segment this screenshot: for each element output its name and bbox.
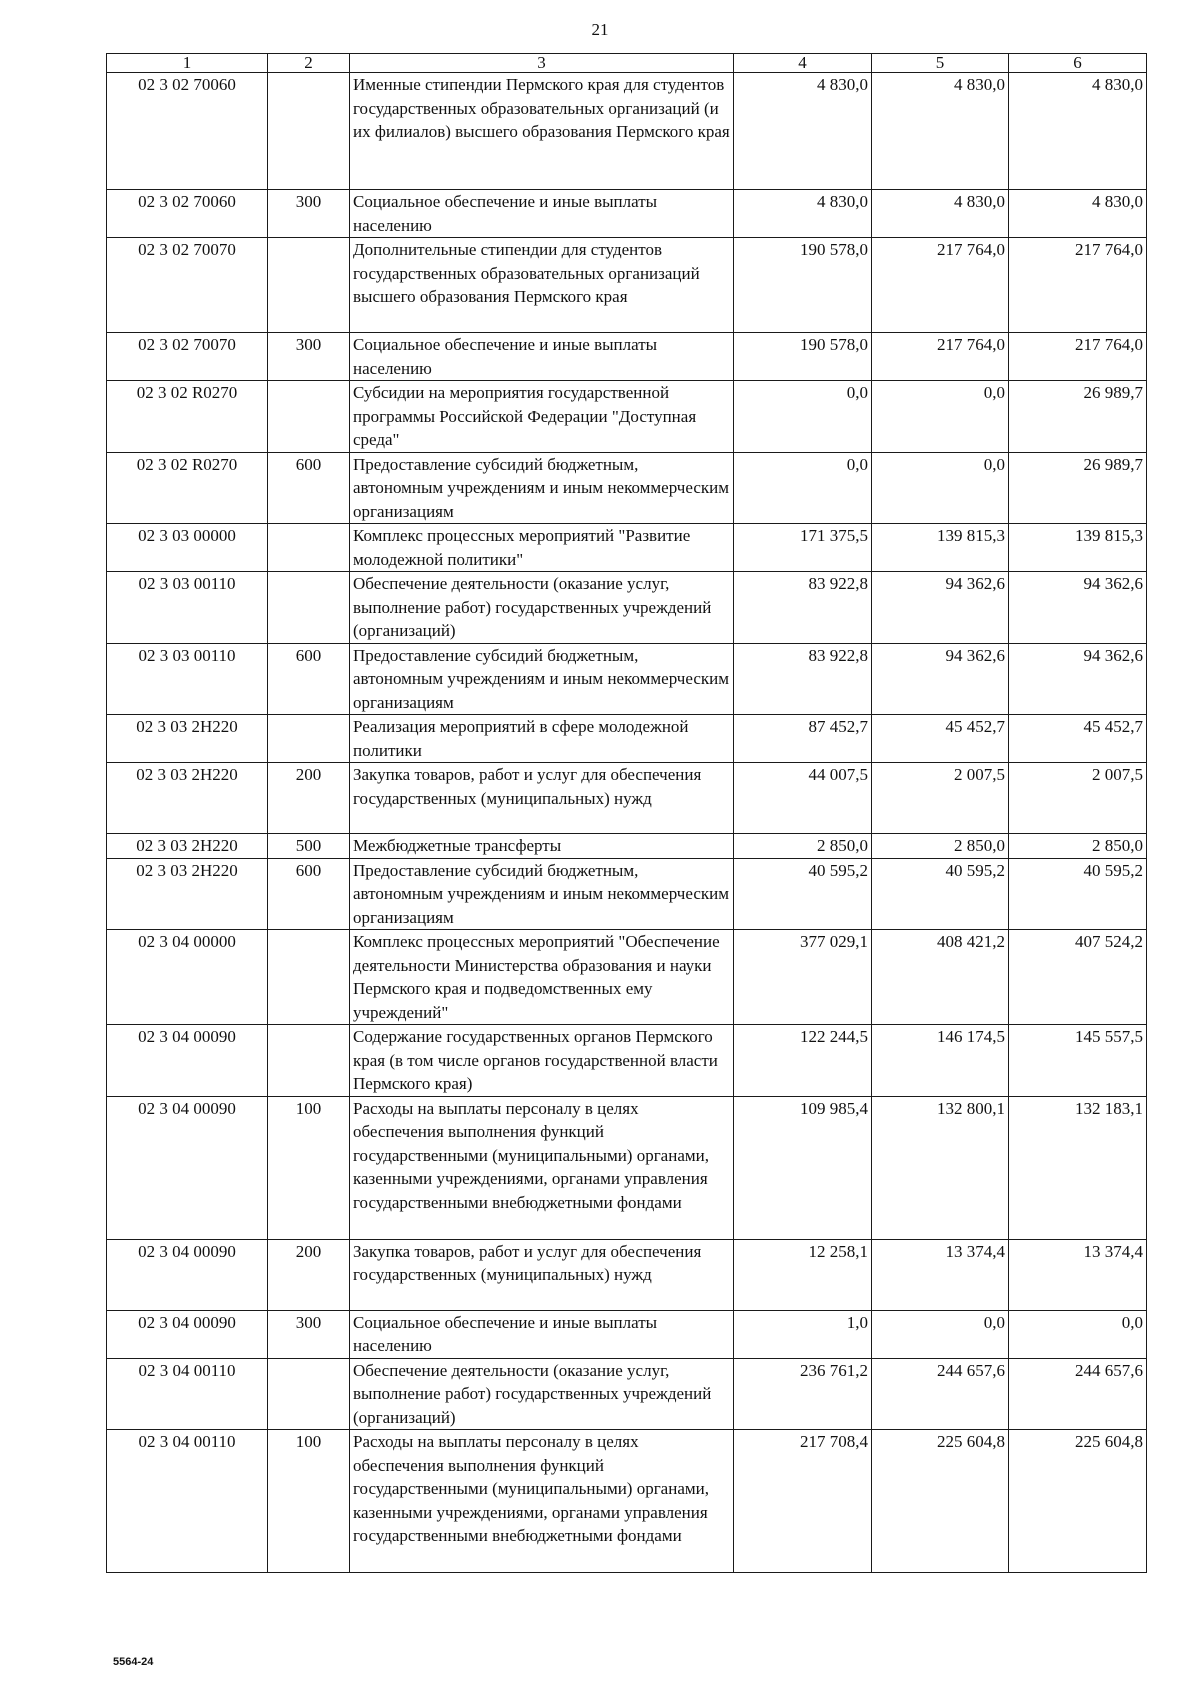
row-code: 02 3 04 00090 [107,1310,268,1358]
table-row [107,238,1147,333]
table-row [107,1239,1147,1310]
row-amount-3: 26 989,7 [1009,452,1147,524]
row-amount-2: 94 362,6 [872,643,1009,715]
row-name: Социальное обеспечение и иные выплаты населению [350,1310,734,1358]
row-amount-3: 13 374,4 [1009,1239,1147,1310]
table-header-row [107,54,1147,73]
row-name: Именные стипендии Пермского края для студентов государственных образовательных организаций (и их филиалов) высшего образования Пермского края [350,73,734,190]
row-code: 02 3 03 2H220 [107,715,268,763]
row-amount-3: 139 815,3 [1009,524,1147,572]
table-row [107,190,1147,238]
table-row [107,1096,1147,1239]
table-row [107,452,1147,524]
row-code: 02 3 02 R0270 [107,381,268,453]
row-amount-3: 40 595,2 [1009,858,1147,930]
row-expense-type: 300 [268,333,350,381]
row-expense-type: 600 [268,452,350,524]
row-amount-1: 1,0 [734,1310,872,1358]
row-expense-type [268,1358,350,1430]
row-expense-type: 200 [268,763,350,834]
table-row [107,1358,1147,1430]
row-amount-2: 13 374,4 [872,1239,1009,1310]
row-name: Предоставление субсидий бюджетным, автономным учреждениям и иным некоммерческим организациям [350,452,734,524]
row-code: 02 3 04 00090 [107,1025,268,1097]
row-amount-1: 83 922,8 [734,643,872,715]
table-row [107,930,1147,1025]
row-amount-1: 83 922,8 [734,572,872,644]
row-amount-2: 45 452,7 [872,715,1009,763]
row-code: 02 3 03 2H220 [107,763,268,834]
row-name: Социальное обеспечение и иные выплаты населению [350,190,734,238]
row-amount-1: 44 007,5 [734,763,872,834]
row-amount-1: 4 830,0 [734,190,872,238]
row-code: 02 3 04 00110 [107,1358,268,1430]
row-amount-1: 236 761,2 [734,1358,872,1430]
row-name: Комплекс процессных мероприятий "Обеспечение деятельности Министерства образования и науки Пермского края и подведомственных ему учреждений" [350,930,734,1025]
row-amount-3: 94 362,6 [1009,643,1147,715]
row-expense-type [268,930,350,1025]
row-code: 02 3 03 00000 [107,524,268,572]
row-amount-1: 40 595,2 [734,858,872,930]
row-code: 02 3 03 00110 [107,643,268,715]
row-expense-type [268,524,350,572]
row-amount-3: 145 557,5 [1009,1025,1147,1097]
row-expense-type: 100 [268,1430,350,1573]
row-expense-type: 200 [268,1239,350,1310]
row-amount-2: 132 800,1 [872,1096,1009,1239]
row-amount-1: 171 375,5 [734,524,872,572]
row-amount-2: 408 421,2 [872,930,1009,1025]
row-code: 02 3 04 00000 [107,930,268,1025]
row-amount-3: 4 830,0 [1009,73,1147,190]
table-row [107,572,1147,644]
row-amount-3: 2 850,0 [1009,834,1147,859]
row-name: Реализация мероприятий в сфере молодежной политики [350,715,734,763]
row-amount-3: 407 524,2 [1009,930,1147,1025]
row-code: 02 3 03 2H220 [107,834,268,859]
row-name: Обеспечение деятельности (оказание услуг, выполнение работ) государственных учреждений (организаций) [350,1358,734,1430]
row-expense-type [268,73,350,190]
row-amount-2: 4 830,0 [872,190,1009,238]
row-name: Расходы на выплаты персоналу в целях обеспечения выполнения функций государственными (муниципальными) органами, казенными учреждениями, органами управления государственными внебюджетными фондами [350,1096,734,1239]
row-amount-3: 26 989,7 [1009,381,1147,453]
row-amount-2: 0,0 [872,381,1009,453]
row-code: 02 3 03 2H220 [107,858,268,930]
budget-table [106,53,1147,1573]
row-expense-type [268,381,350,453]
row-code: 02 3 02 70070 [107,333,268,381]
row-amount-1: 377 029,1 [734,930,872,1025]
table-row [107,1025,1147,1097]
row-amount-2: 40 595,2 [872,858,1009,930]
row-name: Межбюджетные трансферты [350,834,734,859]
row-amount-1: 87 452,7 [734,715,872,763]
row-expense-type [268,238,350,333]
row-amount-1: 2 850,0 [734,834,872,859]
row-code: 02 3 02 70070 [107,238,268,333]
row-amount-1: 4 830,0 [734,73,872,190]
row-code: 02 3 02 70060 [107,73,268,190]
row-amount-1: 109 985,4 [734,1096,872,1239]
row-amount-1: 0,0 [734,452,872,524]
row-name: Комплекс процессных мероприятий "Развитие молодежной политики" [350,524,734,572]
row-amount-1: 190 578,0 [734,333,872,381]
row-amount-2: 4 830,0 [872,73,1009,190]
row-amount-2: 2 850,0 [872,834,1009,859]
row-name: Закупка товаров, работ и услуг для обеспечения государственных (муниципальных) нужд [350,1239,734,1310]
row-name: Субсидии на мероприятия государственной программы Российской Федерации "Доступная среда" [350,381,734,453]
document-id: 5564-24 [113,1656,154,1668]
row-expense-type: 600 [268,858,350,930]
row-expense-type: 100 [268,1096,350,1239]
row-amount-3: 217 764,0 [1009,238,1147,333]
table-row [107,524,1147,572]
table-row [107,1430,1147,1573]
column-header-name: 3 [350,54,734,73]
page-number: 21 [591,20,609,39]
row-expense-type [268,1025,350,1097]
row-expense-type: 300 [268,190,350,238]
row-amount-2: 94 362,6 [872,572,1009,644]
column-header-code: 1 [107,54,268,73]
table-row [107,643,1147,715]
row-amount-3: 217 764,0 [1009,333,1147,381]
row-amount-1: 12 258,1 [734,1239,872,1310]
row-code: 02 3 04 00090 [107,1239,268,1310]
row-amount-3: 244 657,6 [1009,1358,1147,1430]
row-amount-2: 0,0 [872,452,1009,524]
row-amount-1: 0,0 [734,381,872,453]
row-amount-2: 225 604,8 [872,1430,1009,1573]
row-amount-2: 217 764,0 [872,238,1009,333]
row-expense-type [268,715,350,763]
row-amount-2: 217 764,0 [872,333,1009,381]
row-amount-2: 2 007,5 [872,763,1009,834]
row-code: 02 3 02 70060 [107,190,268,238]
column-header-amount-1: 4 [734,54,872,73]
row-amount-2: 244 657,6 [872,1358,1009,1430]
row-amount-2: 146 174,5 [872,1025,1009,1097]
row-name: Социальное обеспечение и иные выплаты населению [350,333,734,381]
row-code: 02 3 04 00090 [107,1096,268,1239]
column-header-expense-type: 2 [268,54,350,73]
table-row [107,858,1147,930]
row-amount-1: 122 244,5 [734,1025,872,1097]
table-row [107,73,1147,190]
row-amount-3: 94 362,6 [1009,572,1147,644]
row-name: Закупка товаров, работ и услуг для обеспечения государственных (муниципальных) нужд [350,763,734,834]
table-row [107,715,1147,763]
table-row [107,333,1147,381]
row-amount-3: 0,0 [1009,1310,1147,1358]
row-code: 02 3 04 00110 [107,1430,268,1573]
table-row [107,834,1147,859]
row-amount-3: 2 007,5 [1009,763,1147,834]
row-amount-3: 132 183,1 [1009,1096,1147,1239]
row-expense-type: 500 [268,834,350,859]
table-row [107,1310,1147,1358]
column-header-amount-2: 5 [872,54,1009,73]
table-row [107,763,1147,834]
row-name: Содержание государственных органов Пермского края (в том числе органов государственной власти Пермского края) [350,1025,734,1097]
row-amount-2: 0,0 [872,1310,1009,1358]
row-code: 02 3 02 R0270 [107,452,268,524]
row-expense-type: 600 [268,643,350,715]
row-name: Расходы на выплаты персоналу в целях обеспечения выполнения функций государственными (муниципальными) органами, казенными учреждениями, органами управления государственными внебюджетными фондами [350,1430,734,1573]
row-amount-2: 139 815,3 [872,524,1009,572]
table-row [107,381,1147,453]
column-header-amount-3: 6 [1009,54,1147,73]
row-code: 02 3 03 00110 [107,572,268,644]
row-name: Обеспечение деятельности (оказание услуг, выполнение работ) государственных учреждений (организаций) [350,572,734,644]
row-amount-1: 217 708,4 [734,1430,872,1573]
row-expense-type [268,572,350,644]
row-expense-type: 300 [268,1310,350,1358]
row-amount-3: 225 604,8 [1009,1430,1147,1573]
row-name: Дополнительные стипендии для студентов государственных образовательных организаций высшего образования Пермского края [350,238,734,333]
row-amount-1: 190 578,0 [734,238,872,333]
row-name: Предоставление субсидий бюджетным, автономным учреждениям и иным некоммерческим организациям [350,858,734,930]
row-name: Предоставление субсидий бюджетным, автономным учреждениям и иным некоммерческим организациям [350,643,734,715]
row-amount-3: 45 452,7 [1009,715,1147,763]
row-amount-3: 4 830,0 [1009,190,1147,238]
